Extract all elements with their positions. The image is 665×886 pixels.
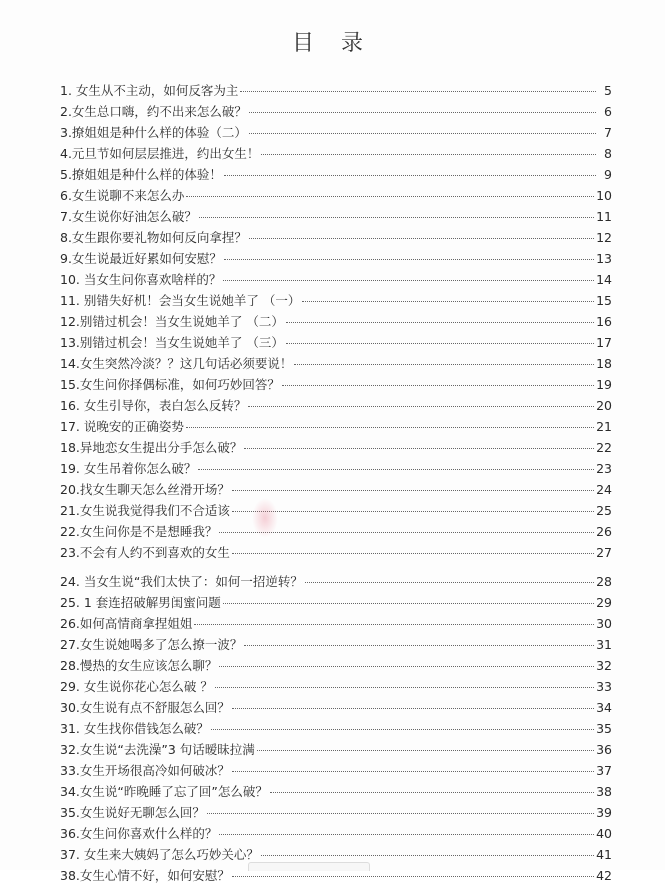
toc-entry-page-number: 17: [596, 335, 612, 350]
dot-leader: [232, 479, 594, 491]
toc-entry-title: 22.女生问你是不是想睡我？: [60, 524, 218, 539]
toc-entry[interactable]: [60, 248, 612, 269]
toc-entry-title: 24. 当女生说“我们太快了：如何一招逆转？: [60, 574, 303, 589]
toc-entry[interactable]: [60, 500, 612, 521]
toc-entry[interactable]: [60, 718, 612, 739]
toc-entry-page-number: 16: [596, 314, 612, 329]
dot-leader: [199, 206, 594, 218]
dot-leader: [232, 500, 594, 512]
toc-entry-page-number: 42: [596, 868, 612, 883]
toc-entry[interactable]: [60, 479, 612, 500]
toc-entry-title: 9.女生说最近好累如何安慰？: [60, 251, 222, 266]
toc-entry[interactable]: [60, 613, 612, 634]
toc-entry-page-number: 21: [596, 419, 612, 434]
toc-entry-page-number: 39: [596, 805, 612, 820]
toc-entry-page-number: 40: [596, 826, 612, 841]
toc-entry-title: 16. 女生引导你，表白怎么反转？: [60, 398, 247, 413]
toc-entry[interactable]: [60, 395, 612, 416]
toc-entry[interactable]: [60, 437, 612, 458]
toc-entry-title: 7.女生说你好油怎么破？: [60, 209, 197, 224]
toc-entry-title: 23.不会有人约不到喜欢的女生: [60, 545, 230, 560]
dot-leader: [261, 143, 596, 155]
dot-leader: [186, 185, 594, 197]
dot-leader: [240, 80, 596, 92]
toc-entry[interactable]: [60, 206, 612, 227]
dot-leader: [249, 101, 596, 113]
dot-leader: [215, 676, 594, 688]
toc-entry-title: 34.女生说“昨晚睡了忘了回”怎么破？: [60, 784, 268, 799]
dot-leader: [219, 655, 594, 667]
toc-entry[interactable]: [60, 634, 612, 655]
dot-leader: [194, 613, 594, 625]
toc-entry-page-number: 31: [596, 637, 612, 652]
dot-leader: [224, 164, 596, 176]
dot-leader: [248, 395, 594, 407]
dot-leader: [282, 374, 594, 386]
toc-entry[interactable]: [60, 80, 612, 101]
toc-entry[interactable]: [60, 592, 612, 613]
toc-entry-page-number: 26: [596, 524, 612, 539]
toc-entry-title: 18.异地恋女生提出分手怎么破？: [60, 440, 243, 455]
toc-entry-page-number: 13: [596, 251, 612, 266]
dot-leader: [232, 697, 594, 709]
toc-entry-title: 35.女生说好无聊怎么回？: [60, 805, 205, 820]
toc-entry[interactable]: [60, 143, 612, 164]
toc-entry-page-number: 25: [596, 503, 612, 518]
toc-entry[interactable]: [60, 739, 612, 760]
toc-entry-page-number: 38: [596, 784, 612, 799]
toc-entry-title: 17. 说晚安的正确姿势: [60, 419, 184, 434]
toc-entry[interactable]: [60, 416, 612, 437]
dot-leader: [294, 353, 594, 365]
toc-entry-page-number: 37: [596, 763, 612, 778]
toc-entry[interactable]: [60, 802, 612, 823]
toc-entry-title: 4.元旦节如何层层推进，约出女生！: [60, 146, 260, 161]
dot-leader: [257, 739, 594, 751]
toc-entry-title: 33.女生开场很高冷如何破冰？: [60, 763, 230, 778]
toc-entry[interactable]: [60, 185, 612, 206]
toc-entry-title: 29. 女生说你花心怎么破 ？: [60, 679, 213, 694]
toc-entry[interactable]: [60, 227, 612, 248]
toc-entry-title: 37. 女生来大姨妈了怎么巧妙关心？: [60, 847, 259, 862]
dot-leader: [211, 718, 594, 730]
toc-entry[interactable]: [60, 760, 612, 781]
toc-entry-title: 13.别错过机会！当女生说她羊了 （三）: [60, 335, 284, 350]
toc-entry-title: 32.女生说“去洗澡”3 句话暧昧拉满: [60, 742, 255, 757]
toc-entry[interactable]: [60, 458, 612, 479]
toc-entry[interactable]: [60, 571, 612, 592]
dot-leader: [244, 634, 594, 646]
dot-leader: [207, 802, 594, 814]
toc-entry[interactable]: [60, 122, 612, 143]
toc-entry-page-number: 41: [596, 847, 612, 862]
toc-entry[interactable]: [60, 697, 612, 718]
toc-entry[interactable]: [60, 353, 612, 374]
toc-entry-page-number: 15: [596, 293, 612, 308]
dot-leader: [286, 311, 594, 323]
toc-entry[interactable]: [60, 269, 612, 290]
toc-entry-page-number: 7: [604, 125, 612, 140]
toc-entry-title: 3.撩姐姐是种什么样的体验（二）: [60, 125, 247, 140]
toc-entry[interactable]: [60, 374, 612, 395]
toc-entry-page-number: 27: [596, 545, 612, 560]
dot-leader: [232, 542, 594, 554]
toc-entry-title: 25. 1 套连招破解男闺蜜问题: [60, 595, 221, 610]
dot-leader: [232, 760, 594, 772]
toc-entry-page-number: 19: [596, 377, 612, 392]
toc-entry-page-number: 6: [604, 104, 612, 119]
dot-leader: [198, 458, 594, 470]
toc-entry-title: 36.女生问你喜欢什么样的？: [60, 826, 218, 841]
toc-entry[interactable]: [60, 655, 612, 676]
toc-entry-page-number: 14: [596, 272, 612, 287]
table-of-contents: [60, 80, 612, 886]
toc-entry-title: 27.女生说她喝多了怎么撩一波？: [60, 637, 243, 652]
toc-entry-page-number: 30: [596, 616, 612, 631]
toc-entry-title: 11. 别错失好机！会当女生说她羊了 （一）: [60, 293, 301, 308]
toc-entry-title: 1. 女生从不主动，如何反客为主: [60, 83, 239, 98]
toc-entry-title: 26.如何高情商拿捏姐姐: [60, 616, 193, 631]
dot-leader: [286, 332, 594, 344]
stamp-mark: [252, 498, 278, 538]
toc-entry-page-number: 10: [596, 188, 612, 203]
toc-entry-title: 38.女生心情不好，如何安慰？: [60, 868, 230, 883]
toc-entry-title: 30.女生说有点不舒服怎么回？: [60, 700, 230, 715]
dot-leader: [305, 571, 594, 583]
toc-entry[interactable]: [60, 521, 612, 542]
toc-entry-page-number: 5: [604, 83, 612, 98]
toc-entry-title: 15.女生问你择偶标准，如何巧妙回答？: [60, 377, 280, 392]
toc-entry-title: 14.女生突然冷淡？？这几句话必须要说！: [60, 356, 293, 371]
toc-entry[interactable]: [60, 823, 612, 844]
toc-entry-title: 21.女生说我觉得我们不合适该: [60, 503, 230, 518]
toc-entry-page-number: 20: [596, 398, 612, 413]
toc-entry-title: 28.慢热的女生应该怎么聊？: [60, 658, 218, 673]
toc-entry-title: 2.女生总口嗨，约不出来怎么破？: [60, 104, 247, 119]
toc-entry-page-number: 18: [596, 356, 612, 371]
toc-entry-title: 8.女生跟你要礼物如何反向拿捏？: [60, 230, 247, 245]
toc-entry[interactable]: [60, 311, 612, 332]
toc-entry[interactable]: [60, 542, 612, 563]
toc-entry-title: 19. 女生吊着你怎么破？: [60, 461, 197, 476]
dot-leader: [249, 227, 594, 239]
toc-entry-title: 12.别错过机会！当女生说她羊了 （二）: [60, 314, 284, 329]
toc-entry-page-number: 29: [596, 595, 612, 610]
dot-leader: [219, 823, 594, 835]
toc-entry-page-number: 12: [596, 230, 612, 245]
toc-entry-title: 20.找女生聊天怎么丝滑开场？: [60, 482, 230, 497]
toc-entry[interactable]: [60, 290, 612, 311]
toc-entry-page-number: 24: [596, 482, 612, 497]
toc-entry-page-number: 8: [604, 146, 612, 161]
toc-entry[interactable]: [60, 332, 612, 353]
toc-entry-page-number: 22: [596, 440, 612, 455]
dot-leader: [302, 290, 594, 302]
toc-entry[interactable]: [60, 676, 612, 697]
toc-entry[interactable]: [60, 781, 612, 802]
toc-entry[interactable]: [60, 101, 612, 122]
dot-leader: [270, 781, 594, 793]
toc-entry-page-number: 34: [596, 700, 612, 715]
toc-entry-page-number: 9: [604, 167, 612, 182]
toc-entry-title: 5.撩姐姐是种什么样的体验！: [60, 167, 222, 182]
toc-entry-page-number: 36: [596, 742, 612, 757]
toc-entry-page-number: 35: [596, 721, 612, 736]
dot-leader: [244, 437, 594, 449]
page-title: 目 录: [292, 31, 373, 56]
dot-leader: [261, 844, 594, 856]
dot-leader: [249, 122, 596, 134]
dot-leader: [224, 248, 594, 260]
toc-entry-title: 10. 当女生问你喜欢啥样的？: [60, 272, 222, 287]
toc-entry-page-number: 11: [596, 209, 612, 224]
dot-leader: [223, 269, 594, 281]
toc-entry-page-number: 28: [596, 574, 612, 589]
toc-entry[interactable]: [60, 164, 612, 185]
dot-leader: [223, 592, 594, 604]
toc-entry-title: 6.女生说聊不来怎么办: [60, 188, 185, 203]
toc-entry-title: 31. 女生找你借钱怎么破？: [60, 721, 209, 736]
toc-entry-page-number: 23: [596, 461, 612, 476]
toc-entry-page-number: 33: [596, 679, 612, 694]
dot-leader: [186, 416, 594, 428]
toc-entry-page-number: 32: [596, 658, 612, 673]
